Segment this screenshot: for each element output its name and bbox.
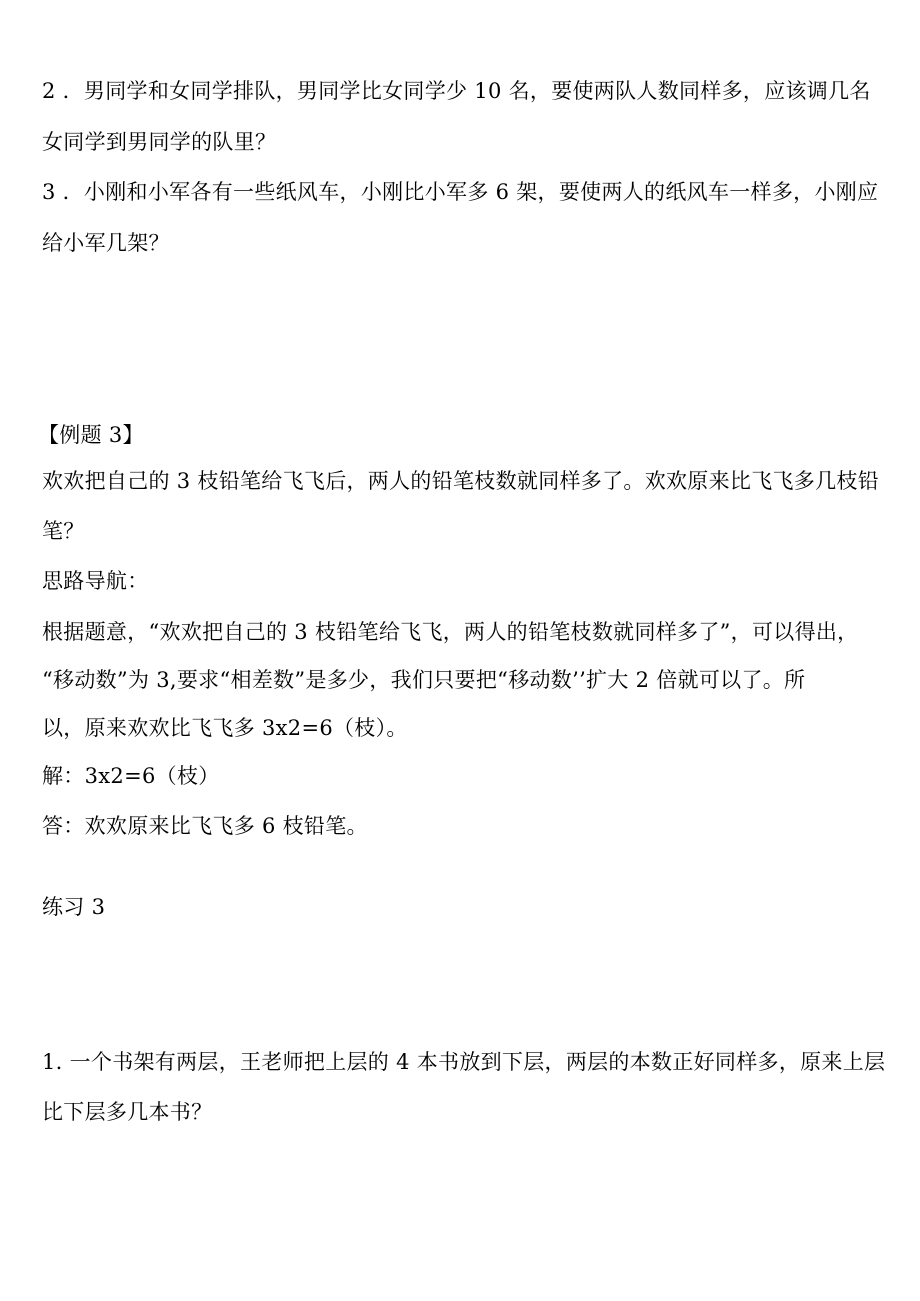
solution-line: 解：3x2=6（枝） [42, 764, 220, 788]
question-3-line-1: 3 ．小刚和小军各有一些纸风车，小刚比小军多 6 架，要使两人的纸风车一样多，小刚应 [42, 180, 879, 204]
example-3-heading: 【例题 3】 [38, 423, 144, 447]
question-3-line-2: 给小军几架？ [42, 231, 170, 255]
practice-3-heading: 练习 3 [42, 895, 106, 919]
example-3-problem-line-2: 笔？ [42, 519, 85, 543]
thinking-guide-label: 思路导航： [42, 569, 149, 593]
analysis-line-2: “移动数”为 3,要求“相差数”是多少，我们只要把“移动数’’扩大 2 倍就可以了。所 [42, 668, 806, 692]
answer-line: 答：欢欢原来比飞飞多 6 枝铅笔。 [42, 814, 368, 838]
question-2-line-2: 女同学到男同学的队里？ [42, 130, 277, 154]
analysis-line-3: 以，原来欢欢比飞飞多 3x2=6（枝）。 [42, 716, 408, 740]
question-2-line-1: 2 ．男同学和女同学排队，男同学比女同学少 10 名，要使两队人数同样多，应该调几名 [42, 79, 871, 103]
practice-question-1-line-2: 比下层多几本书？ [42, 1100, 213, 1124]
example-3-problem-line-1: 欢欢把自己的 3 枝铅笔给飞飞后，两人的铅笔枝数就同样多了。欢欢原来比飞飞多几枝铅 [42, 469, 880, 493]
analysis-line-1: 根据题意，“欢欢把自己的 3 枝铅笔给飞飞，两人的铅笔枝数就同样多了”，可以得出， [42, 620, 859, 644]
practice-question-1-line-1: 1. 一个书架有两层，王老师把上层的 4 本书放到下层，两层的本数正好同样多，原来上层 [42, 1050, 886, 1074]
